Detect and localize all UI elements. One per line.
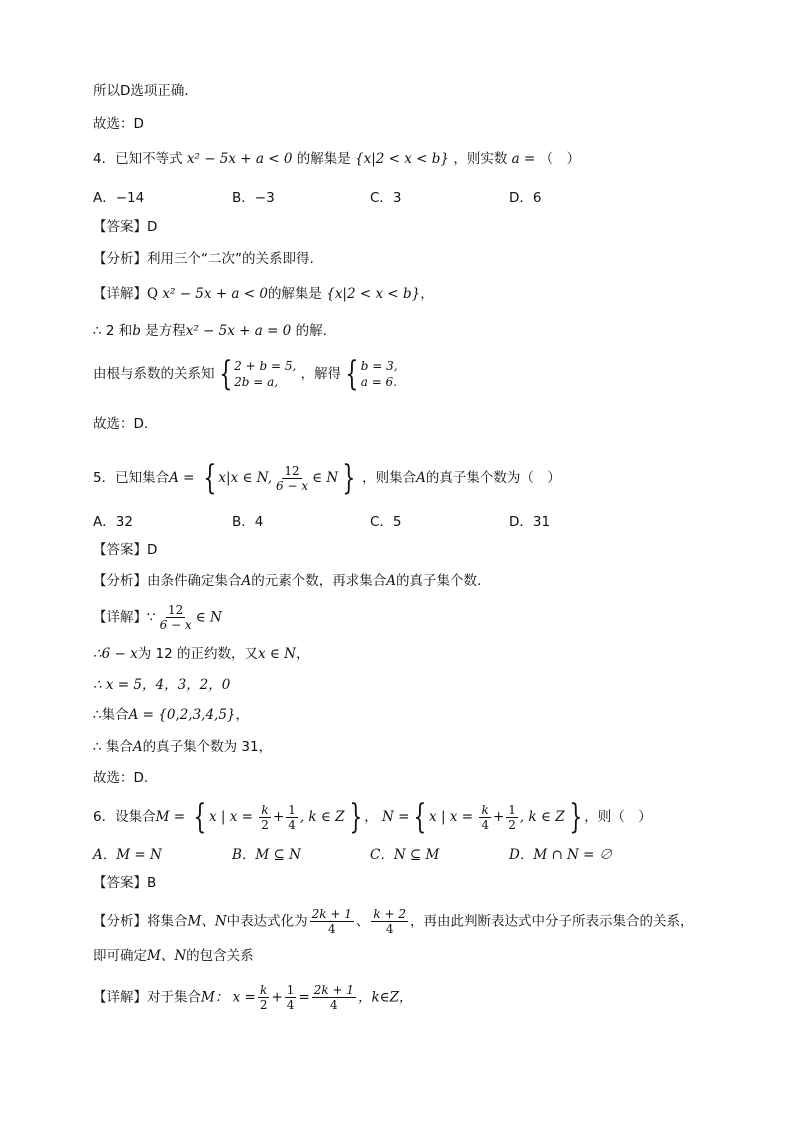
- text-line: 故选：D.: [93, 416, 149, 432]
- fraction: $\frac{k}{4}$: [481, 802, 489, 832]
- option-d: D．31: [509, 514, 551, 530]
- detail-line: ∴ 集合A的真子集个数为 31，: [93, 739, 273, 755]
- text-line: 故选：D.: [93, 770, 149, 786]
- text-line: 所以D选项正确.: [93, 83, 189, 99]
- brace-icon: }: [342, 458, 356, 498]
- detail-line: ∴ 2 和b 是方程x² − 5x + a = 0 的解.: [93, 323, 327, 339]
- fraction: $\frac{k}{2}$: [261, 802, 269, 832]
- fraction: $\frac{k}{2}$: [259, 983, 268, 1012]
- question-4: 4．已知不等式 x² − 5x + a < 0 的解集是 {x|2 < x < b} ，则实数 a = （ ）: [93, 151, 581, 167]
- option-c: C．N ⊆ M: [370, 847, 440, 863]
- brace-icon: {: [218, 354, 232, 394]
- fraction: $\frac{k + 2}{4}$: [373, 907, 406, 936]
- question-5: 5．已知集合A = { x|x ∈ N, $\frac{12}{6 - x}$ ∈ N } ，则集合A的真子集个数为（ ）: [93, 458, 561, 498]
- option-b: B．M ⊆ N: [232, 847, 301, 863]
- fraction: $\frac{2k + 1}{4}$: [311, 907, 352, 936]
- option-b: B．−3: [232, 190, 275, 206]
- fraction: $\frac{1}{4}$: [288, 802, 296, 832]
- detail-line: 【详解】Q x² − 5x + a < 0的解集是 {x|2 < x < b}，: [93, 286, 434, 302]
- question-6: 6．设集合M = { x | x = $\frac{k}{2}$ + $\frac{1}{4}$ , k ∈ Z } ， N = { x | x = $\frac{k}{4}$ + $\frac{1}{2}$ , k ∈ Z } ，则（ ）: [93, 797, 652, 837]
- option-c: C．3: [370, 190, 402, 206]
- option-a: A．32: [93, 514, 133, 530]
- analysis-text: 【分析】将集合M、N中表达式化为 $\frac{2k + 1}{4}$ 、 $\frac{k + 2}{4}$ ，再由此判断表达式中分子所表示集合的关系，: [93, 907, 694, 936]
- answer-label: 【答案】B: [93, 875, 157, 891]
- brace-icon: {: [413, 797, 427, 837]
- option-c: C．5: [370, 514, 402, 530]
- detail-line: 【详解】对于集合M： x = $\frac{k}{2}$ + $\frac{1}{4}$ = $\frac{2k + 1}{4}$ ，k∈Z，: [93, 983, 413, 1012]
- equation-system: b = 3, a = 6.: [360, 359, 398, 389]
- brace-icon: }: [348, 797, 362, 837]
- answer-label: 【答案】D: [93, 219, 158, 235]
- fraction: $\frac{2k + 1}{4}$: [313, 983, 354, 1012]
- fraction: $\frac{1}{2}$: [508, 802, 516, 832]
- fraction: $\frac{12}{6 - x}$: [159, 603, 192, 632]
- brace-icon: }: [568, 797, 582, 837]
- fraction: $\frac{12}{6 - x}$: [276, 463, 309, 493]
- text-line: 故选：D: [93, 116, 144, 132]
- analysis-text: 【分析】利用三个“二次”的关系即得.: [93, 251, 314, 267]
- option-d: D．6: [509, 190, 542, 206]
- equation-system: 2 + b = 5, 2b = a,: [234, 359, 297, 389]
- answer-label: 【答案】D: [93, 542, 158, 558]
- detail-line: ∴集合A = {0,2,3,4,5}，: [93, 707, 250, 723]
- option-b: B．4: [232, 514, 264, 530]
- brace-icon: {: [193, 797, 207, 837]
- fraction: $\frac{1}{4}$: [286, 983, 295, 1012]
- option-a: A．−14: [93, 190, 145, 206]
- detail-line: ∴ x = 5，4，3，2，0: [93, 677, 231, 693]
- analysis-text: 即可确定M、N的包含关系: [93, 948, 254, 964]
- brace-icon: {: [203, 458, 217, 498]
- detail-line: ∴6 − x为 12 的正约数，又x ∈ N，: [93, 646, 310, 662]
- detail-line: 由根与系数的关系知 { 2 + b = 5, 2b = a, ，解得 { b = 3, a = 6.: [93, 354, 398, 394]
- brace-icon: {: [345, 354, 359, 394]
- option-d: D．M ∩ N = ∅: [509, 847, 613, 863]
- analysis-text: 【分析】由条件确定集合A的元素个数，再求集合A的真子集个数.: [93, 573, 482, 589]
- detail-line: 【详解】∵ $\frac{12}{6 - x}$ ∈ N: [93, 603, 222, 632]
- option-a: A．M = N: [93, 847, 162, 863]
